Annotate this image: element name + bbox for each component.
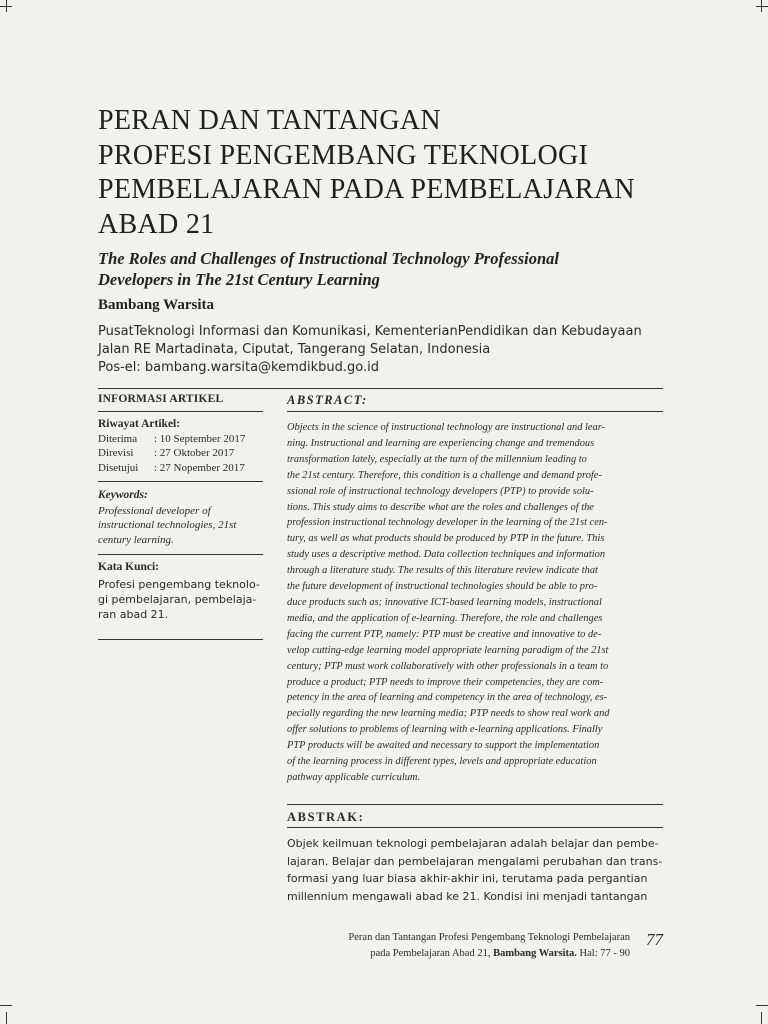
crop-mark-top-right-vertical — [761, 0, 762, 12]
abstract-line: ssional role of instructional technology developers (PTP) to provide solu- — [287, 485, 594, 497]
title-line: ABAD 21 — [98, 208, 215, 240]
abstract-heading: ABSTRACT: — [287, 393, 368, 407]
history-rule — [98, 481, 263, 482]
abstrak-body — [287, 835, 662, 905]
info-head-rule — [98, 411, 263, 412]
abstract-line: pecially regarding the new learning media; PTP needs to show real work and — [287, 708, 610, 720]
keywords-line: century learning. — [98, 533, 174, 546]
subtitle-line: Developers in The 21st Century Learning — [98, 270, 380, 289]
kata-kunci-rule — [98, 639, 263, 640]
abstract-line: media, and the application of e-learning. Therefore, the role and challenges — [287, 612, 603, 624]
title-line: PERAN DAN TANTANGAN — [98, 105, 441, 136]
author-affiliation — [98, 323, 678, 377]
affiliation-email: Pos-el: bambang.warsita@kemdikbud.go.id — [98, 360, 379, 375]
abstract-line: tions. This study aims to describe what are the roles and challenges of the — [287, 501, 594, 513]
abstrak-line: millennium mengawali abad ke 21. Kondisi ini menjadi tantangan — [287, 889, 648, 903]
crop-mark-bottom-right-vertical — [761, 1012, 762, 1024]
history-row — [98, 461, 245, 475]
abstract-line: transformation lately, especially at the turn of the millennium leading to — [287, 453, 587, 465]
footer-title: Peran dan Tantangan Profesi Pengembang Teknologi Pembelajaran — [348, 932, 630, 943]
abstract-body — [287, 420, 662, 786]
abstract-line: the 21st century. Therefore, this condition is a challenge and demand profe- — [287, 469, 602, 481]
abstrak-line: formasi yang luar biasa akhir-akhir ini, terutama pada pergantian — [287, 872, 648, 885]
footer-author: Bambang Warsita. — [493, 948, 577, 959]
keywords-heading: Keywords: — [98, 489, 148, 501]
crop-mark-bottom-left-vertical — [6, 1012, 7, 1024]
title-line: PROFESI PENGEMBANG TEKNOLOGI — [98, 139, 589, 171]
abstract-line: PTP products will be awaited and necessary to support the implementation — [287, 740, 600, 752]
author-name: Bambang Warsita — [98, 297, 214, 313]
kata-kunci-line: ran abad 21. — [98, 608, 169, 621]
abstract-line: of the learning process in different types, levels and appropriate education — [287, 756, 597, 768]
abstrak-head-rule — [287, 827, 663, 828]
abstract-line: ning. Instructional and learning are experiencing change and tremendous — [287, 437, 595, 449]
abstract-line: pathway applicable curriculum. — [287, 771, 421, 783]
crop-mark-top-right — [756, 6, 768, 19]
title-line: PEMBELAJARAN PADA PEMBELAJARAN — [98, 174, 635, 205]
abstract-line: produce a product; PTP needs to improve their competencies, they are com- — [287, 676, 604, 688]
abstract-line: velop cutting-edge learning model appropriate learning paradigm of the 21st — [287, 644, 609, 656]
article-info-heading: INFORMASI ARTIKEL — [98, 393, 224, 405]
kata-kunci-heading: Kata Kunci: — [98, 561, 160, 573]
kata-kunci-line: Profesi pengembang teknolo- — [98, 578, 260, 591]
history-list — [98, 432, 245, 475]
keywords-line: Professional developer of — [98, 505, 211, 517]
abstract-line: profession instructional technology developer in the learning of the 21st cen- — [287, 517, 608, 529]
abstract-line: study uses a descriptive method. Data collection techniques and information — [287, 549, 606, 561]
history-date: : 27 Nopember 2017 — [154, 461, 245, 474]
top-rule — [98, 388, 663, 389]
page-number: 77 — [646, 930, 663, 949]
crop-mark-top-left-vertical — [6, 0, 7, 12]
history-label: Disetujui — [98, 461, 139, 474]
abstract-head-rule — [287, 411, 663, 412]
history-label: Diterima — [98, 433, 138, 445]
footer-pages: Hal: 77 - 90 — [576, 948, 630, 959]
article-title — [98, 104, 698, 242]
footer-citation — [348, 946, 630, 962]
abstract-line: Objects in the science of instructional technology are instructional and lear- — [287, 422, 605, 433]
affiliation-institution: PusatTeknologi Informasi dan Komunikasi, KementerianPendidikan dan Kebudayaan — [98, 324, 642, 339]
history-date: : 27 Oktober 2017 — [154, 447, 235, 460]
kata-kunci-line: gi pembelajaran, pembelaja- — [98, 593, 257, 606]
footer-prefix: pada Pembelajaran Abad 21, — [370, 948, 494, 959]
keywords-rule — [98, 554, 263, 555]
abstract-line: facing the current PTP, namely: PTP must be creative and innovative to de- — [287, 628, 602, 640]
history-row — [98, 446, 245, 460]
abstract-line: the future development of instructional technologies should be able to pro- — [287, 581, 598, 593]
kata-kunci-text — [98, 577, 268, 622]
running-footer — [348, 930, 630, 962]
abstract-line: century; PTP must work collaboratively with other professionals in a team to — [287, 660, 609, 672]
english-title — [98, 248, 698, 290]
affiliation-address: Jalan RE Martadinata, Ciputat, Tangerang Selatan, Indonesia — [98, 342, 491, 357]
abstract-end-rule — [287, 804, 663, 805]
abstract-line: through a literature study. The results of this literature review indicate that — [287, 565, 598, 577]
keywords-text — [98, 504, 268, 547]
abstract-line: tury, as well as what products should be produced by PTP in the future. This — [287, 533, 605, 545]
abstract-line: petency in the area of learning and competency in the area of technology, es- — [287, 692, 608, 704]
abstrak-heading: ABSTRAK: — [287, 810, 365, 824]
crop-mark-bottom-right — [756, 1005, 768, 1018]
subtitle-line: The Roles and Challenges of Instructional Technology Professional — [98, 249, 559, 268]
abstrak-line: lajaran. Belajar dan pembelajaran mengalami perubahan dan trans- — [287, 854, 663, 868]
keywords-line: instructional technologies, 21st — [98, 519, 237, 532]
history-date: : 10 September 2017 — [154, 433, 246, 445]
abstract-line: offer solutions to problems of learning with e-learning applications. Finally — [287, 724, 603, 736]
history-row — [98, 432, 245, 446]
history-heading: Riwayat Artikel: — [98, 418, 181, 430]
history-label: Direvisi — [98, 447, 134, 460]
abstrak-line: Objek keilmuan teknologi pembelajaran adalah belajar dan pembe- — [287, 837, 659, 850]
abstract-line: duce products such as; innovative ICT-based learning models, instructional — [287, 596, 602, 608]
